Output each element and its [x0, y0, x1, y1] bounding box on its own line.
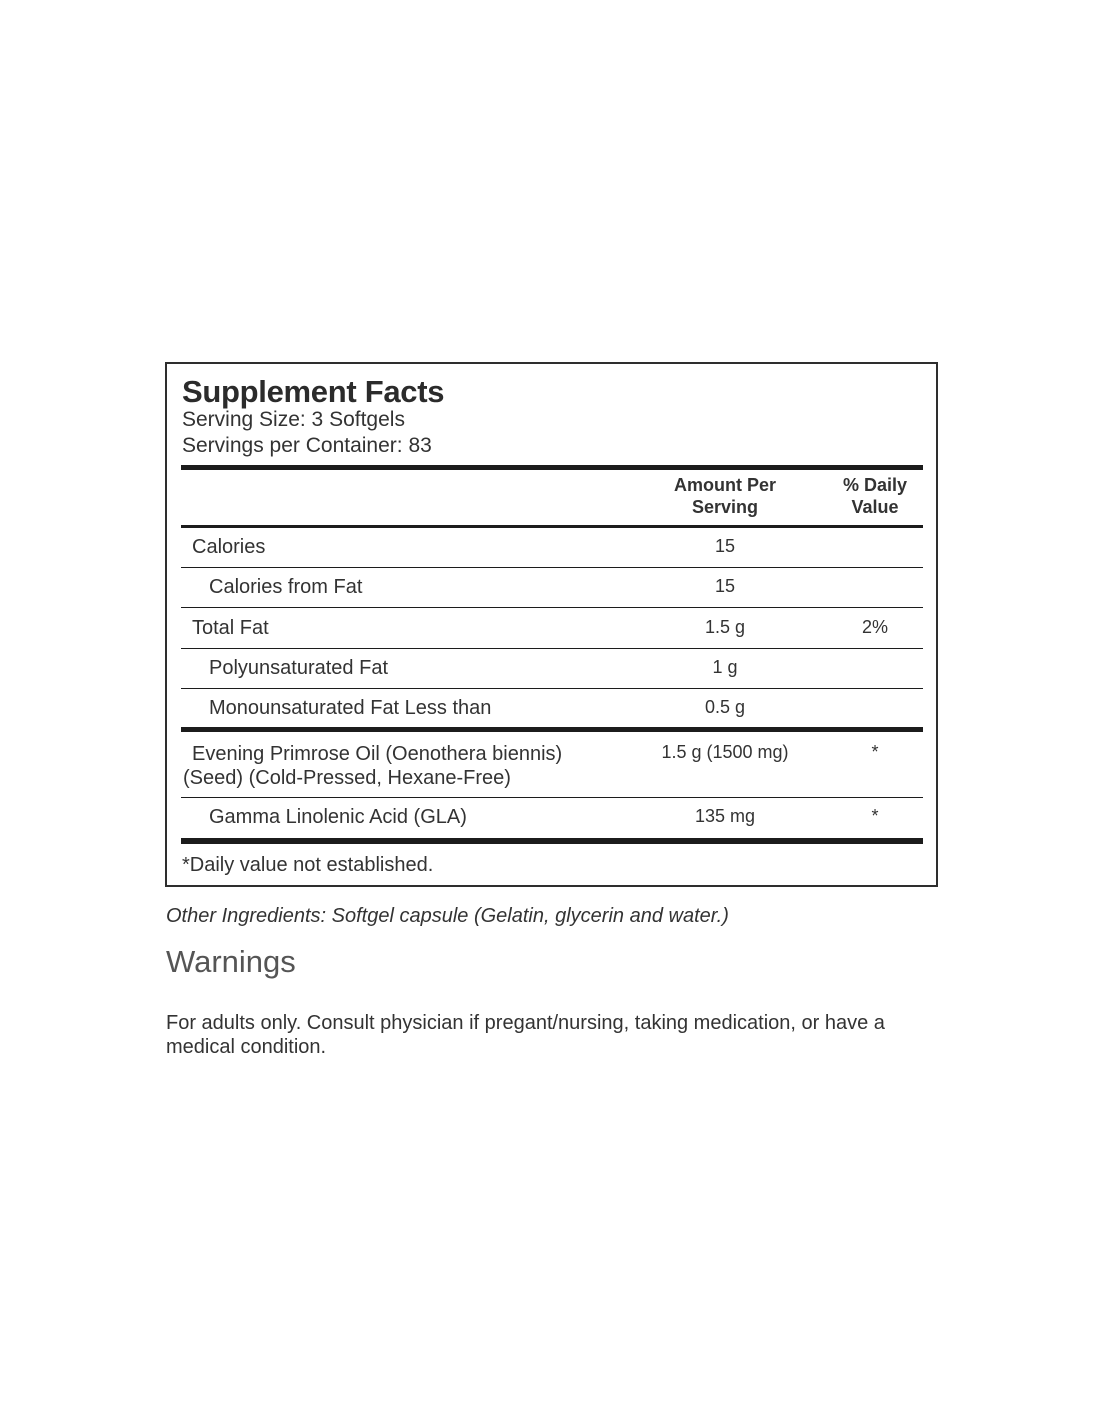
- footnote: *Daily value not established.: [182, 854, 434, 876]
- row-calories-from-fat-amount: 15: [714, 576, 736, 596]
- divider-row: [181, 797, 923, 798]
- row-evening-primrose-oil-name: Evening Primrose Oil (Oenothera biennis) (Seed) (Cold-Pressed, Hexane-Free): [183, 743, 563, 789]
- row-total-fat-amount: 1.5 g: [704, 617, 746, 637]
- divider-header: [181, 525, 923, 528]
- row-polyunsaturated-fat-name: Polyunsaturated Fat: [209, 657, 388, 679]
- row-polyunsaturated-fat-amount: 1 g: [712, 657, 738, 677]
- row-evening-primrose-oil-amount: 1.5 g (1500 mg): [661, 742, 789, 762]
- other-ingredients: Other Ingredients: Softgel capsule (Gelatin, glycerin and water.): [166, 905, 729, 927]
- divider-thick: [181, 838, 923, 844]
- row-evening-primrose-oil-dv: *: [871, 742, 879, 762]
- row-calories-amount: 15: [714, 536, 736, 556]
- divider-row: [181, 648, 923, 649]
- row-monounsaturated-fat-amount: 0.5 g: [704, 697, 746, 717]
- facts-title: Supplement Facts: [182, 374, 445, 409]
- servings-per-container: Servings per Container: 83: [182, 434, 432, 457]
- divider-thick: [181, 465, 923, 470]
- column-header-amount: Amount Per Serving: [673, 475, 776, 517]
- row-total-fat-dv: 2%: [861, 617, 888, 637]
- row-calories-from-fat-name: Calories from Fat: [209, 576, 363, 598]
- row-total-fat-name: Total Fat: [192, 617, 269, 639]
- row-calories-name: Calories: [192, 536, 266, 558]
- warnings-text: For adults only. Consult physician if pregant/nursing, taking medication, or have a medical condition.: [166, 1012, 885, 1058]
- divider-row: [181, 567, 923, 568]
- row-monounsaturated-fat-name: Monounsaturated Fat Less than: [209, 697, 492, 719]
- row-gla-amount: 135 mg: [694, 806, 756, 826]
- warnings-heading: Warnings: [166, 944, 296, 979]
- divider-thick: [181, 727, 923, 732]
- row-gla-name: Gamma Linolenic Acid (GLA): [209, 806, 467, 828]
- divider-row: [181, 688, 923, 689]
- serving-size: Serving Size: 3 Softgels: [182, 408, 405, 431]
- row-gla-dv: *: [871, 806, 879, 826]
- divider-row: [181, 607, 923, 608]
- column-header-daily-value: % Daily Value: [842, 475, 908, 517]
- supplement-facts-panel: [165, 362, 938, 887]
